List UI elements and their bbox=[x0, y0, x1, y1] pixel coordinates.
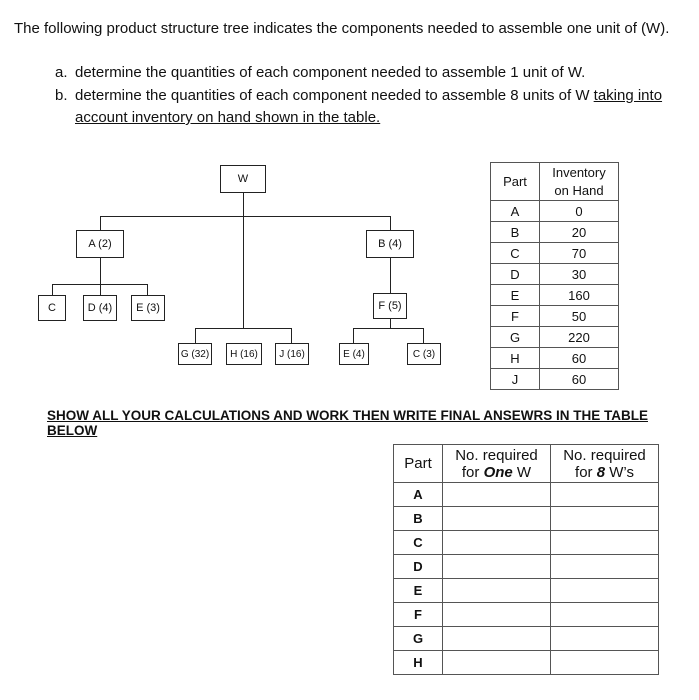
item-b-text bbox=[75, 85, 675, 107]
tree-line bbox=[423, 328, 424, 343]
tree-node-b: B (4) bbox=[366, 230, 414, 258]
answer-part-cell: A bbox=[394, 483, 443, 507]
answer-eight-cell[interactable] bbox=[551, 483, 659, 507]
inventory-row bbox=[491, 243, 619, 264]
tree-line bbox=[390, 216, 391, 230]
answer-header-part: Part bbox=[394, 445, 443, 483]
inventory-row bbox=[491, 348, 619, 369]
answer-eight-cell[interactable] bbox=[551, 531, 659, 555]
answer-table bbox=[393, 444, 659, 675]
inventory-part-cell: A bbox=[491, 201, 540, 222]
inventory-row bbox=[491, 369, 619, 390]
answer-header-eight-for: for bbox=[575, 463, 597, 481]
answer-header-eight bbox=[551, 445, 659, 483]
tree-line bbox=[100, 284, 101, 295]
inventory-part-cell: D bbox=[491, 264, 540, 285]
inventory-part-cell: J bbox=[491, 369, 540, 390]
answer-row bbox=[394, 651, 659, 675]
answer-one-cell[interactable] bbox=[443, 579, 551, 603]
answer-eight-cell[interactable] bbox=[551, 627, 659, 651]
inventory-row bbox=[491, 327, 619, 348]
answer-eight-cell[interactable] bbox=[551, 507, 659, 531]
item-b-marker: b. bbox=[55, 87, 68, 104]
answer-one-cell[interactable] bbox=[443, 483, 551, 507]
answer-header-eight-line1: No. required bbox=[563, 446, 646, 464]
inventory-qty-cell: 60 bbox=[540, 348, 619, 369]
tree-line bbox=[390, 258, 391, 293]
inventory-qty-cell: 30 bbox=[540, 264, 619, 285]
answer-header-one bbox=[443, 445, 551, 483]
tree-node-g: G (32) bbox=[178, 343, 212, 365]
tree-line bbox=[390, 319, 391, 328]
intro-paragraph: The following product structure tree indicates the components needed to assemble one unit of (W). bbox=[14, 20, 670, 37]
inventory-part-cell: B bbox=[491, 222, 540, 243]
answer-eight-cell[interactable] bbox=[551, 579, 659, 603]
item-a-text: determine the quantities of each component needed to assemble 1 unit of W. bbox=[75, 64, 586, 81]
answer-one-cell[interactable] bbox=[443, 603, 551, 627]
answer-one-cell[interactable] bbox=[443, 507, 551, 531]
answer-one-cell[interactable] bbox=[443, 627, 551, 651]
answer-row bbox=[394, 627, 659, 651]
tree-node-e: E (3) bbox=[131, 295, 165, 321]
answer-one-cell[interactable] bbox=[443, 531, 551, 555]
tree-node-d: D (4) bbox=[83, 295, 117, 321]
inventory-qty-cell: 60 bbox=[540, 369, 619, 390]
inventory-qty-cell: 70 bbox=[540, 243, 619, 264]
tree-line bbox=[52, 284, 53, 295]
inventory-row bbox=[491, 201, 619, 222]
tree-line bbox=[100, 216, 101, 230]
inventory-part-cell: F bbox=[491, 306, 540, 327]
tree-line bbox=[243, 193, 244, 328]
item-b-underlined-2: account inventory on hand shown in the table. bbox=[75, 109, 381, 126]
inventory-part-cell: E bbox=[491, 285, 540, 306]
inventory-qty-cell: 220 bbox=[540, 327, 619, 348]
answer-header-eight-w: W’s bbox=[605, 463, 634, 481]
inventory-row bbox=[491, 306, 619, 327]
inventory-part-cell: H bbox=[491, 348, 540, 369]
answer-one-cell[interactable] bbox=[443, 651, 551, 675]
tree-node-e2: E (4) bbox=[339, 343, 369, 365]
inventory-qty-cell: 0 bbox=[540, 201, 619, 222]
tree-node-j: J (16) bbox=[275, 343, 309, 365]
answer-row bbox=[394, 483, 659, 507]
tree-node-c2: C (3) bbox=[407, 343, 441, 365]
tree-line bbox=[100, 258, 101, 284]
tree-node-c: C bbox=[38, 295, 66, 321]
answer-eight-cell[interactable] bbox=[551, 555, 659, 579]
instruction-heading: SHOW ALL YOUR CALCULATIONS AND WORK THEN WRITE FINAL ANSEWRS IN THE TABLE BELOW bbox=[47, 408, 648, 438]
inventory-table bbox=[490, 162, 619, 390]
item-a-marker: a. bbox=[55, 64, 68, 81]
answer-header-one-bold: One bbox=[483, 463, 513, 481]
answer-part-cell: B bbox=[394, 507, 443, 531]
inventory-row bbox=[491, 264, 619, 285]
inventory-header-part: Part bbox=[491, 163, 540, 201]
answer-part-cell: C bbox=[394, 531, 443, 555]
tree-node-h: H (16) bbox=[226, 343, 262, 365]
answer-eight-cell[interactable] bbox=[551, 603, 659, 627]
answer-one-cell[interactable] bbox=[443, 555, 551, 579]
tree-line bbox=[195, 328, 196, 343]
answer-part-cell: E bbox=[394, 579, 443, 603]
tree-line bbox=[147, 284, 148, 295]
answer-eight-cell[interactable] bbox=[551, 651, 659, 675]
answer-header-one-line1: No. required bbox=[455, 446, 538, 464]
tree-line bbox=[291, 328, 292, 343]
item-b-underlined-1: taking into bbox=[593, 87, 663, 104]
inventory-row bbox=[491, 222, 619, 243]
item-b-start: determine the quantities of each component needed to assemble 8 units of W bbox=[75, 87, 594, 104]
answer-part-cell: F bbox=[394, 603, 443, 627]
answer-part-cell: G bbox=[394, 627, 443, 651]
inventory-header-on-hand bbox=[540, 163, 619, 201]
answer-header-eight-bold: 8 bbox=[596, 463, 606, 481]
inventory-qty-cell: 50 bbox=[540, 306, 619, 327]
tree-node-a: A (2) bbox=[76, 230, 124, 258]
inventory-row bbox=[491, 285, 619, 306]
tree-line bbox=[353, 328, 354, 343]
answer-row bbox=[394, 507, 659, 531]
answer-part-cell: D bbox=[394, 555, 443, 579]
tree-node-f: F (5) bbox=[373, 293, 407, 319]
answer-row bbox=[394, 579, 659, 603]
answer-part-cell: H bbox=[394, 651, 443, 675]
inventory-qty-cell: 160 bbox=[540, 285, 619, 306]
answer-row bbox=[394, 603, 659, 627]
inventory-part-cell: G bbox=[491, 327, 540, 348]
answer-header-one-w: W bbox=[512, 463, 532, 481]
inventory-header-line1: Inventory bbox=[552, 164, 606, 180]
inventory-qty-cell: 20 bbox=[540, 222, 619, 243]
inventory-part-cell: C bbox=[491, 243, 540, 264]
inventory-header-line2: on Hand bbox=[554, 182, 604, 198]
tree-line bbox=[100, 216, 391, 217]
tree-node-w: W bbox=[220, 165, 266, 193]
answer-header-one-for: for bbox=[461, 463, 484, 481]
tree-line bbox=[353, 328, 424, 329]
answer-row bbox=[394, 531, 659, 555]
answer-row bbox=[394, 555, 659, 579]
tree-line bbox=[195, 328, 292, 329]
